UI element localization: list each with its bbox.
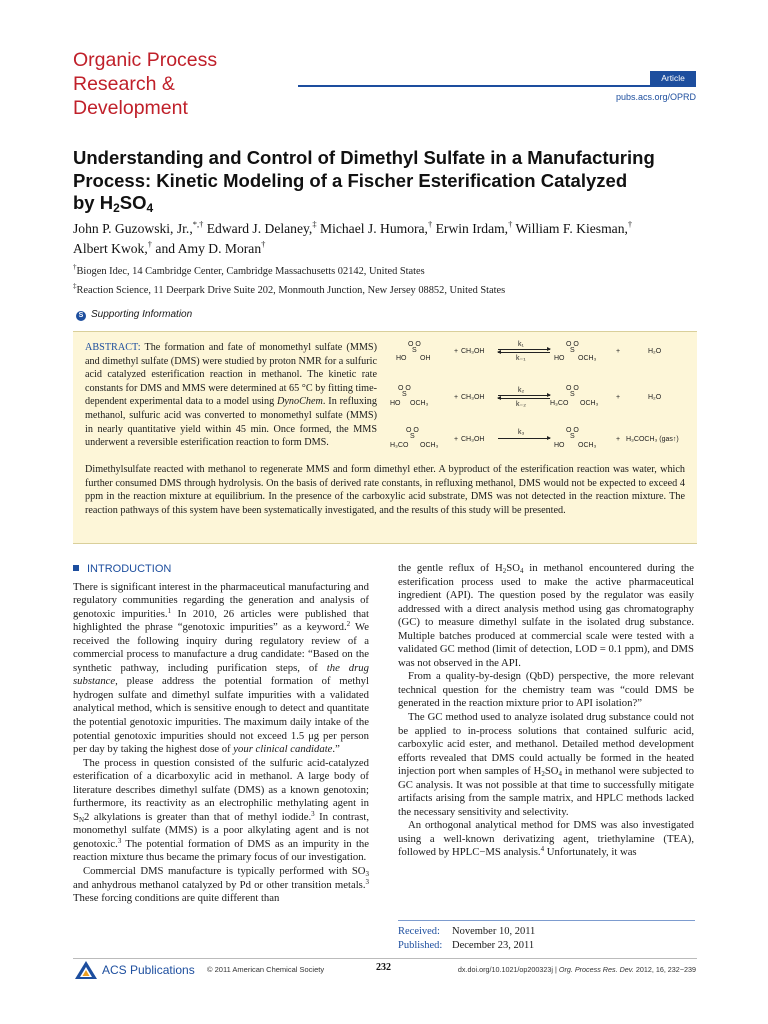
journal-url-link[interactable]: pubs.acs.org/OPRD bbox=[615, 92, 696, 102]
paragraph: The GC method used to analyze isolated drug substance could not be applied to in-process solutions that contained sulfuric acid, carboxylic acid ester, and methanol. Detailed method development efforts revealed that DMS could actually be formed in the heated injection port when samples of $H_2SO_4$ in methanol were subjected to GC analysis. It was not possible at that time to successfully mitigate artifacts arising from the sample matrix, and HPLC methods lacked the necessary sensitivity and selectivity. bbox=[398, 711, 694, 818]
title-line: Understanding and Control of Dimethyl Sulfate in a Manufacturing bbox=[73, 147, 655, 168]
author-name[interactable]: Albert Kwok, bbox=[73, 241, 148, 256]
section-heading: INTRODUCTION bbox=[73, 563, 369, 577]
journal-title-line: Organic Process bbox=[73, 49, 218, 71]
received-date: November 10, 2011 bbox=[452, 926, 536, 937]
reverse-arrow bbox=[498, 352, 550, 353]
published-date: December 23, 2011 bbox=[452, 940, 535, 951]
forward-arrow bbox=[498, 395, 550, 396]
page-number: 232 bbox=[376, 962, 391, 973]
header-rule bbox=[298, 85, 696, 87]
abstract-text: ABSTRACT: The formation and fate of monomethyl sulfate (MMS) and dimethyl sulfate (DMS) were studied by proton NMR for a sulfuric acid catalyzed esterification reaction in methanol. The kinetic rate constants for DMS and MMS were determined at 65 °C by fitting time-dependent experimental data to a model using DynoChem. In refluxing methanol, sulfuric acid was converted to monomethyl sulfate (MMS) in nearly quantitative yield within 45 min. Once formed, the MMS underwent a reversible esterification reaction to form DMS. bbox=[85, 342, 377, 449]
paragraph: There is significant interest in the pharmaceutical manufacturing and regulatory communities regarding the generation and analysis of genotoxic impurities.$^1$ In 2010, 26 articles were published that highlighted the phrase “genotoxic impurities” as a keyword.$^2$ We received the following inquiry during regulatory review of a commercial process to manufacture a drug candidate: “Based on the synthetic pathway, including purification steps, of the drug substance, please address the potential formation of methyl hydrogen sulfate and dimethyl sulfate impurities with a validated analytical method, which is sensitive enough to detect and quantitate the potential genotoxic impurities. The maximum daily intake of the potential genotoxic impurities should not exceed 1.5 μg per person per day by taking the highest dose of your clinical candidate.” bbox=[73, 580, 370, 756]
author-name[interactable]: William F. Kiesman, bbox=[515, 221, 628, 236]
author-name[interactable]: John P. Guzowski, Jr., bbox=[73, 221, 193, 236]
acs-logo-icon bbox=[74, 960, 98, 980]
supporting-info-icon: S bbox=[76, 311, 86, 321]
title-line: Process: Kinetic Modeling of a Fischer Esterification Catalyzed bbox=[73, 169, 628, 191]
footer-rule bbox=[73, 958, 697, 959]
reaction-scheme: O O S HO OH + CH₃OH k₁ k₋₁ O O S HO OCH₃ + H₂O O O S HO OCH₃ + CH₃OH k₂ k₋₂ O O S H₃CO OCH₃ + H₂O O O S H₃CO OCH₃ + CH₃OH k₃ O O S HO OCH₃ + H₃COCH₃ (gas↑) bbox=[390, 341, 679, 449]
article-title bbox=[73, 147, 703, 215]
forward-arrow bbox=[498, 438, 550, 439]
reference-link[interactable]: 4 bbox=[540, 845, 545, 854]
supporting-info-label: Supporting Information bbox=[91, 309, 193, 320]
author-name[interactable]: and Amy D. Moran bbox=[155, 241, 262, 256]
paragraph: Commercial DMS manufacture is typically performed with $SO_3$ and anhydrous methanol catalyzed by Pd or other transition metals.$^3$ These forcing conditions are quite different than bbox=[73, 865, 369, 905]
journal-title-line: Development bbox=[73, 97, 188, 119]
reference-link[interactable]: 2 bbox=[346, 620, 351, 629]
reference-link[interactable]: 3 bbox=[117, 836, 122, 845]
paragraph: From a quality-by-design (QbD) perspective, the more relevant technical question for the chemistry team was “could DMS be generated in the reaction mixture prior to API isolation?” bbox=[398, 670, 694, 710]
reference-link[interactable]: 3 bbox=[311, 809, 315, 818]
reference-link[interactable]: 1 bbox=[167, 606, 172, 615]
journal-title-line: Research & bbox=[73, 73, 175, 95]
body-left-column bbox=[73, 563, 369, 906]
paragraph: An orthogonal analytical method for DMS was also investigated using a well-known derivatizing agent, triethylamine (TEA), followed by HPLC−MS analysis.$^4$ Unfortunately, it was bbox=[398, 819, 694, 859]
section-bullet-icon bbox=[73, 565, 79, 571]
received-label: Received: bbox=[398, 926, 440, 937]
reverse-arrow bbox=[498, 398, 550, 399]
paragraph: The process in question consisted of the sulfuric acid-catalyzed esterification of a dicarboxylic acid in methanol. A large body of literature describes dimethyl sulfate (DMS) as a known genotoxin; furthermore, its reactivity as an electrophilic methylating agent in $S_N2$ alkylations is greater than that of methyl iodide.$^3$ In contrast, monomethyl sulfate (MMS) is a poor alkylating agent and is not genotoxic.$^3$ The potential formation of DMS as an impurity in the reaction mixture thus became the primary focus of our investigation. bbox=[73, 756, 370, 864]
journal-title bbox=[73, 48, 293, 120]
reference-link[interactable]: 3 bbox=[365, 877, 369, 886]
published-label: Published: bbox=[398, 940, 443, 951]
article-type-badge: Article bbox=[650, 71, 696, 85]
supporting-information-link[interactable] bbox=[76, 309, 192, 321]
publication-dates bbox=[398, 920, 695, 953]
acs-publications-logo: ACS Publications bbox=[74, 960, 194, 980]
author-name[interactable]: Erwin Irdam, bbox=[435, 221, 509, 236]
body-right-column bbox=[398, 562, 694, 860]
abstract-label: ABSTRACT: bbox=[85, 342, 141, 353]
doi-citation[interactable]: dx.doi.org/10.1021/op200323j | Org. Process Res. Dev. 2012, 16, 232−239 bbox=[457, 965, 696, 974]
copyright: © 2011 American Chemical Society bbox=[207, 965, 325, 974]
title-line: by $H_2SO_4$ bbox=[73, 192, 154, 215]
abstract-text-continued: Dimethylsulfate reacted with methanol to regenerate MMS and form dimethyl ether. A byproduct of the esterification reaction was water, which further consumed DMS through hydrolysis. On the basis of derived rate constants, in refluxing methanol, DMS would not be expected to exceed 4 ppm in the reaction mixture at equilibrium. In the presence of the carboxylic acid substrate, DMS was not detected in the reaction mixture. The reaction pathways of this system have been systematically investigated, and the results of this study will be presented. bbox=[85, 464, 685, 516]
forward-arrow bbox=[498, 349, 550, 350]
author-list: John P. Guzowski, Jr.,*,† Edward J. Delaney,‡ Michael J. Humora,† Erwin Irdam,† William F. Kiesman,† Albert Kwok,† and Amy D. Moran† bbox=[73, 219, 633, 256]
author-name[interactable]: Edward J. Delaney, bbox=[206, 221, 313, 236]
affiliation: ‡Reaction Science, 11 Deerpark Drive Suite 202, Monmouth Junction, New Jersey 08852, United States bbox=[73, 282, 506, 296]
affiliation: †Biogen Idec, 14 Cambridge Center, Cambridge Massachusetts 02142, United States bbox=[73, 263, 425, 277]
paragraph: the gentle reflux of $H_2SO_4$ in methanol encountered during the esterification process used to make the active pharmaceutical ingredient (API). The question posed by the regulator was easily addressed with a direct analysis method using gas chromatography (GC) to measure dimethyl sulfate in the isolated drug substance. Multiple batches produced at commercial scale were tested with a validated GC method (limit of detection, LOD = 0.1 ppm), and DMS was not observed in the API. bbox=[398, 562, 695, 669]
author-name[interactable]: Michael J. Humora, bbox=[319, 221, 428, 236]
